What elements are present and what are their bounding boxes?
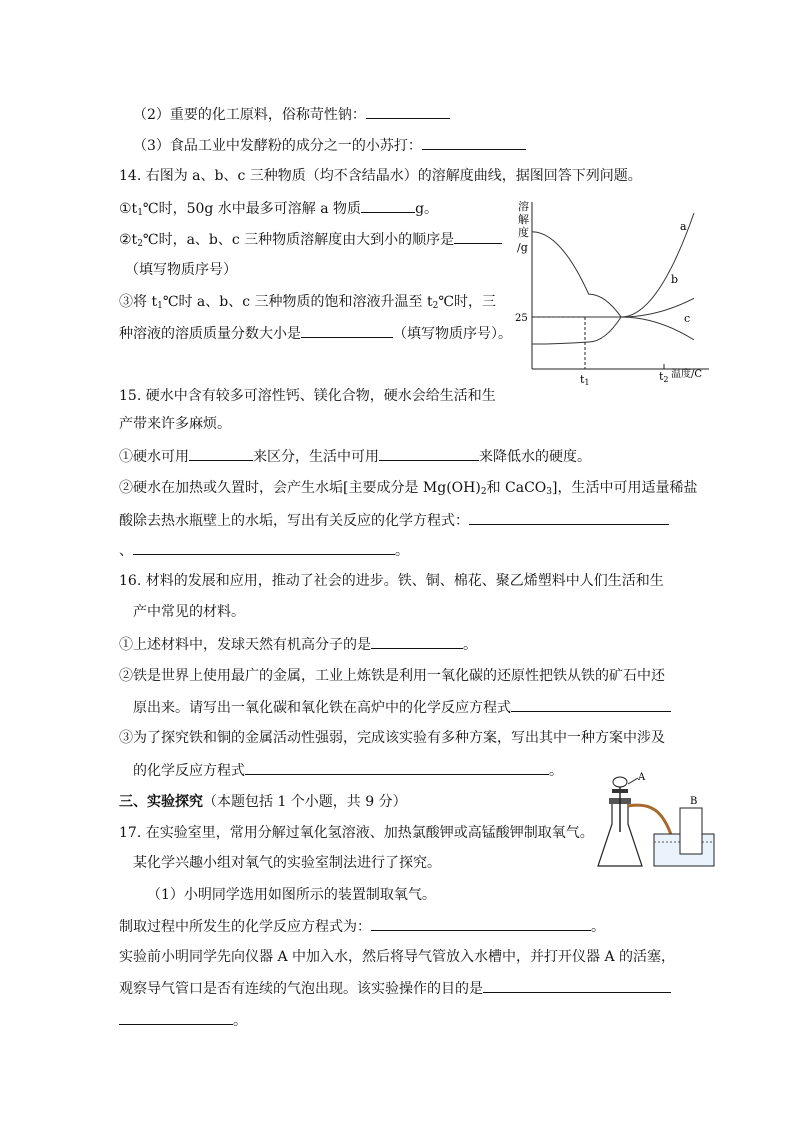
series-line-a [532,213,694,344]
label-a: A [638,772,646,783]
series-layer [532,213,694,344]
section-3-heading [119,792,407,812]
q14-sub2-note: （填写物质序号） [125,262,237,278]
y-label-3: 度 [518,226,529,239]
gas-bottle-icon [680,808,702,854]
q15-stem2: 产带来许多麻烦。 [119,416,231,432]
answer-blank[interactable] [511,697,671,712]
q15-sub2: ②硬水在加热或久置时，会产生水垢[主要成分是 $Mg(OH)_2$和 CaCO$_3$]，生活中可用适量稀盐 [119,480,698,497]
answer-blank[interactable] [361,198,415,213]
answer-blank[interactable] [189,446,253,461]
x-label: 温度/C [671,369,703,380]
q17-text2: 观察导气管口是否有连续的气泡出现。该实验操作的目的是 [119,978,671,999]
label-a-pointer [628,778,638,784]
answer-blank[interactable] [422,135,526,150]
y-label-2: 解 [518,213,529,226]
series-line-c [532,232,694,340]
y-tick-25: 25 [515,313,528,324]
y-label-4: /g [517,241,528,254]
section-3-note: （本题包括 1 个小题，共 9 分） [203,794,407,810]
q14-sub3-cont: 种溶液的溶质质量分数大小是 （填写物质序号）。 [119,323,512,344]
q16-stem2: 产中常见的材料。 [133,604,245,620]
series-label-a: a [680,220,687,233]
q15-sub2-cont: 酸除去热水瓶壁上的水垢，写出有关反应的化学方程式： [119,510,669,531]
chart-svg [512,196,712,391]
q17-text3: 。 [119,1010,247,1031]
q14-sub2: $②t_2℃$时，a、b、c 三种物质溶解度由大到小的顺序是 [119,229,502,254]
q16-sub3-cont: 的化学反应方程式 。 [133,760,563,781]
q16-sub3: ③为了探究铁和铜的金属活动性强弱，完成该实验有多种方案，写出其中一种方案中涉及 [119,730,665,746]
series-label-c: c [684,312,691,325]
q17-stem2: 某化学兴趣小组对氧气的实验室制法进行了探究。 [133,855,441,871]
solubility-chart [512,196,712,391]
answer-blank[interactable] [454,229,502,244]
q16-sub2: ②铁是世界上使用最广的金属，工业上炼铁是利用一氧化碳的还原性把铁从铁的矿石中还 [119,668,665,684]
series-label-b: b [671,273,679,286]
section-3-title: 三、实验探究 [119,794,203,810]
q14-sub1: $①t_1℃$时，50g 水中最多可溶解 a 物质 g。 [119,198,438,223]
q13-item2: （2）重要的化工原料，俗称苛性钠： [133,104,450,125]
answer-blank[interactable] [371,634,463,649]
q17-text1: 实验前小明同学先向仪器 A 中加入水，然后将导气管放入水槽中，并打开仪器 A 的活塞， [119,949,676,965]
q16-stem1: 16. 材料的发展和应用，推动了社会的进步。铁、铜、棉花、聚乙烯塑料中人们生活和生 [119,573,664,589]
answer-blank[interactable] [483,978,671,993]
q16-sub1: ①上述材料中，发球天然有机高分子的是 。 [119,634,477,655]
answer-blank[interactable] [301,323,393,338]
q15-sub1: ①硬水可用 来区分，生活中可用 来降低水的硬度。 [119,446,591,467]
x-tick-t1: t1 [580,373,590,387]
q15-stem1: 15. 硬水中含有较多可溶性钙、镁化合物，硬水会给生活和生 [119,388,496,404]
answer-blank[interactable] [379,446,479,461]
q17-sub1-eq: 制取过程中所发生的化学反应方程式为： 。 [119,916,605,937]
answer-blank[interactable] [366,104,450,119]
q14-stem: 14. 右图为 a、b、c 三种物质（均不含结晶水）的溶解度曲线，据图回答下列问题。 [119,168,642,184]
oxygen-apparatus-diagram [592,772,722,872]
funnel-bulb-icon [613,777,627,787]
answer-blank[interactable] [469,510,669,525]
y-label-1: 溶 [518,200,529,213]
answer-blank[interactable] [245,760,549,775]
q16-sub2-cont: 原出来。请写出一氧化碳和氧化铁在高炉中的化学反应方程式 [133,697,671,718]
answer-blank[interactable] [371,916,591,931]
q14-sub3: ③将 $t_1℃$时 a、b、c 三种物质的饱和溶液升温至 $t_2℃$时，三 [119,294,497,311]
x-tick-t2: t2 [659,370,669,384]
q17-stem1: 17. 在实验室里，常用分解过氧化氢溶液、加热氯酸钾或高锰酸钾制取氧气。 [119,825,594,841]
q13-item3: （3）食品工业中发酵粉的成分之一的小苏打： [133,135,526,156]
label-b: B [690,796,698,807]
q17-sub1: （1）小明同学选用如图所示的装置制取氧气。 [147,887,436,903]
answer-blank[interactable] [133,540,395,555]
stopcock-icon [612,789,628,793]
q15-sub2-end: 、 。 [119,540,409,561]
answer-blank[interactable] [119,1010,233,1025]
